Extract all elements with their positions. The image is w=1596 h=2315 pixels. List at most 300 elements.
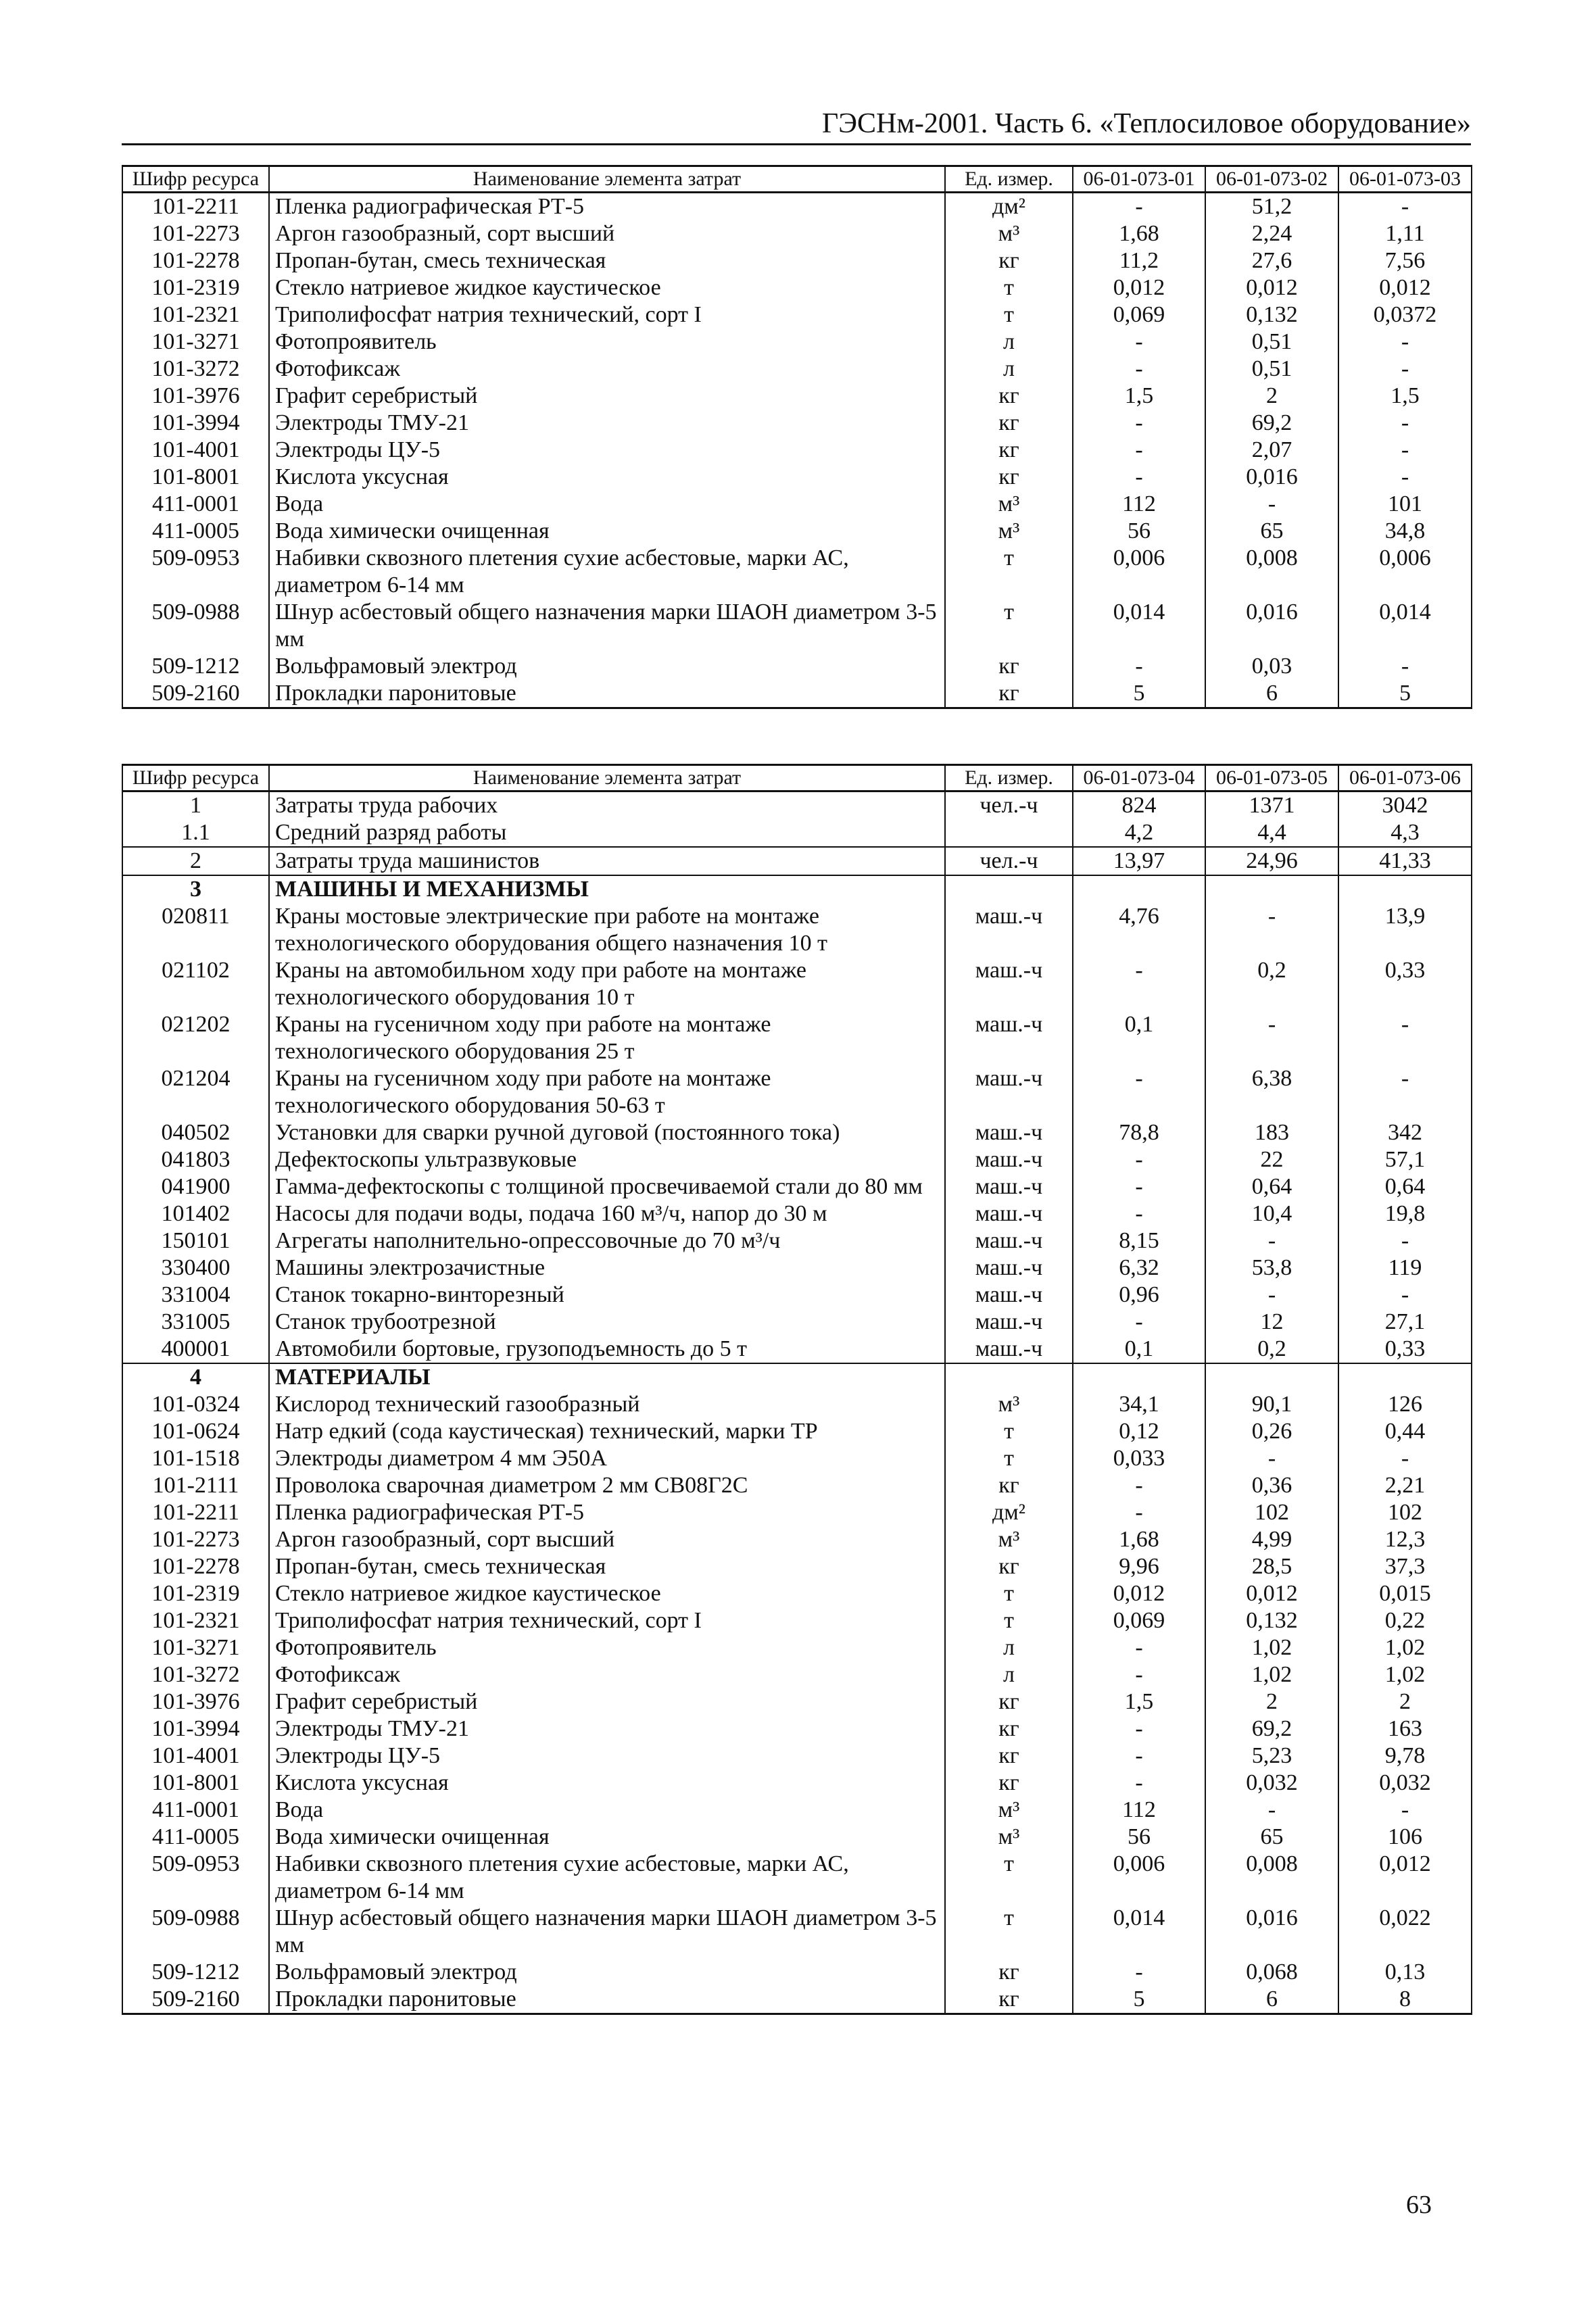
value-cell: 0,2 <box>1205 957 1338 1011</box>
unit-cell: маш.-ч <box>945 1309 1073 1336</box>
table-row <box>122 1309 1472 1336</box>
resource-name-cell: Фотофиксаж <box>269 1661 945 1688</box>
value-cell: 1,02 <box>1205 1661 1338 1688</box>
unit-cell: дм² <box>945 1499 1073 1526</box>
unit-cell: т <box>945 1607 1073 1634</box>
value-cell: 106 <box>1338 1824 1472 1851</box>
resource-code-cell: 509-1212 <box>122 1959 269 1986</box>
unit-cell: маш.-ч <box>945 1200 1073 1227</box>
table-row <box>122 356 1472 383</box>
table-row <box>122 1986 1472 2014</box>
value-cell: 0,032 <box>1205 1770 1338 1797</box>
value-cell: 2,07 <box>1205 437 1338 464</box>
value-cell: - <box>1205 1797 1338 1824</box>
table-row <box>122 903 1472 957</box>
column-header-norm: 06-01-073-05 <box>1205 765 1338 791</box>
unit-cell: т <box>945 599 1073 653</box>
resource-code-cell: 101-4001 <box>122 437 269 464</box>
resource-name-cell: Проволока сварочная диаметром 2 мм СВ08Г2С <box>269 1472 945 1499</box>
value-cell: 5 <box>1073 1986 1205 2014</box>
table-row <box>122 957 1472 1011</box>
column-header-norm: 06-01-073-02 <box>1205 166 1338 193</box>
table-row <box>122 1254 1472 1282</box>
value-cell <box>1073 1363 1205 1391</box>
value-cell: 53,8 <box>1205 1254 1338 1282</box>
table-row <box>122 1336 1472 1363</box>
resource-code-cell: 101-2319 <box>122 1580 269 1607</box>
value-cell: 112 <box>1073 491 1205 518</box>
value-cell: 1,11 <box>1338 220 1472 247</box>
value-cell: 1,5 <box>1338 383 1472 410</box>
unit-cell: т <box>945 1851 1073 1905</box>
unit-cell: м³ <box>945 220 1073 247</box>
value-cell: 1371 <box>1205 791 1338 820</box>
resource-name-cell: Набивки сквозного плетения сухие асбестовые, марки АС, диаметром 6-14 мм <box>269 1851 945 1905</box>
unit-cell: м³ <box>945 1797 1073 1824</box>
resource-code-cell: 509-0953 <box>122 545 269 599</box>
value-cell: 0,64 <box>1338 1173 1472 1200</box>
value-cell: 342 <box>1338 1119 1472 1146</box>
value-cell: 2 <box>1205 383 1338 410</box>
table-body <box>122 791 1472 2014</box>
value-cell: 0,016 <box>1205 599 1338 653</box>
resource-name-cell: Электроды ЦУ-5 <box>269 437 945 464</box>
value-cell: 28,5 <box>1205 1553 1338 1580</box>
resource-code-cell: 101-3994 <box>122 410 269 437</box>
table-row <box>122 301 1472 328</box>
resource-name-cell: Электроды ЦУ-5 <box>269 1743 945 1770</box>
table-row <box>122 653 1472 680</box>
resource-name-cell: Затраты труда рабочих <box>269 791 945 820</box>
resource-code-cell: 4 <box>122 1363 269 1391</box>
column-header-norm: 06-01-073-06 <box>1338 765 1472 791</box>
value-cell: - <box>1073 1173 1205 1200</box>
value-cell: 9,96 <box>1073 1553 1205 1580</box>
table-body <box>122 193 1472 708</box>
value-cell: - <box>1073 1499 1205 1526</box>
value-cell: 0,44 <box>1338 1418 1472 1445</box>
resource-name-cell: Электроды ТМУ-21 <box>269 410 945 437</box>
value-cell: 1,5 <box>1073 1688 1205 1715</box>
value-cell: 0,033 <box>1073 1445 1205 1472</box>
value-cell: 37,3 <box>1338 1553 1472 1580</box>
value-cell: 0,069 <box>1073 301 1205 328</box>
value-cell: 102 <box>1338 1499 1472 1526</box>
value-cell: - <box>1073 1634 1205 1661</box>
resource-name-cell: Электроды диаметром 4 мм Э50А <box>269 1445 945 1472</box>
value-cell: - <box>1205 1011 1338 1065</box>
value-cell: - <box>1073 1959 1205 1986</box>
resource-name-cell: Прокладки паронитовые <box>269 1986 945 2014</box>
resource-code-cell: 101-2278 <box>122 1553 269 1580</box>
resource-code-cell: 509-2160 <box>122 1986 269 2014</box>
value-cell: 12,3 <box>1338 1526 1472 1553</box>
value-cell: - <box>1338 1227 1472 1254</box>
table-row <box>122 599 1472 653</box>
table-row <box>122 1391 1472 1418</box>
unit-cell: кг <box>945 437 1073 464</box>
resource-table-2 <box>122 764 1472 2015</box>
value-cell: 0,132 <box>1205 1607 1338 1634</box>
resource-name-cell: Кислота уксусная <box>269 1770 945 1797</box>
unit-cell: л <box>945 328 1073 356</box>
resource-code-cell: 331004 <box>122 1282 269 1309</box>
value-cell: 1,5 <box>1073 383 1205 410</box>
value-cell: - <box>1073 1065 1205 1119</box>
value-cell: 22 <box>1205 1146 1338 1173</box>
value-cell: 0,012 <box>1338 274 1472 301</box>
table-row <box>122 680 1472 708</box>
value-cell: - <box>1073 437 1205 464</box>
value-cell: 57,1 <box>1338 1146 1472 1173</box>
unit-cell: кг <box>945 383 1073 410</box>
resource-name-cell: Вода <box>269 491 945 518</box>
value-cell: - <box>1073 1146 1205 1173</box>
unit-cell: чел.-ч <box>945 847 1073 875</box>
resource-code-cell: 509-2160 <box>122 680 269 708</box>
value-cell: 1,02 <box>1338 1661 1472 1688</box>
value-cell: - <box>1338 1065 1472 1119</box>
value-cell: 2,24 <box>1205 220 1338 247</box>
value-cell: 0,13 <box>1338 1959 1472 1986</box>
unit-cell: т <box>945 1445 1073 1472</box>
resource-name-cell: Автомобили бортовые, грузоподъемность до 5 т <box>269 1336 945 1363</box>
value-cell: 4,3 <box>1338 819 1472 847</box>
unit-cell: м³ <box>945 1824 1073 1851</box>
unit-cell: м³ <box>945 1391 1073 1418</box>
resource-code-cell: 101-2319 <box>122 274 269 301</box>
table-row <box>122 1445 1472 1472</box>
resource-code-cell: 101-2321 <box>122 1607 269 1634</box>
table-row <box>122 1065 1472 1119</box>
resource-name-cell: Машины электрозачистные <box>269 1254 945 1282</box>
unit-cell: маш.-ч <box>945 1065 1073 1119</box>
resource-code-cell: 411-0001 <box>122 1797 269 1824</box>
value-cell: 0,96 <box>1073 1282 1205 1309</box>
table-row <box>122 220 1472 247</box>
value-cell: 10,4 <box>1205 1200 1338 1227</box>
value-cell: 90,1 <box>1205 1391 1338 1418</box>
table-row <box>122 875 1472 903</box>
resource-code-cell: 101-3976 <box>122 1688 269 1715</box>
resource-code-cell: 021102 <box>122 957 269 1011</box>
unit-cell: кг <box>945 464 1073 491</box>
value-cell: - <box>1338 464 1472 491</box>
value-cell: 0,36 <box>1205 1472 1338 1499</box>
value-cell: 2 <box>1205 1688 1338 1715</box>
resource-name-cell: Прокладки паронитовые <box>269 680 945 708</box>
value-cell: - <box>1338 1797 1472 1824</box>
table-row <box>122 1418 1472 1445</box>
resource-code-cell: 101-2278 <box>122 247 269 274</box>
resource-name-cell: Вольфрамовый электрод <box>269 653 945 680</box>
resource-name-cell: Вода химически очищенная <box>269 1824 945 1851</box>
value-cell: - <box>1338 653 1472 680</box>
value-cell: 27,6 <box>1205 247 1338 274</box>
value-cell: - <box>1073 653 1205 680</box>
value-cell: 3042 <box>1338 791 1472 820</box>
value-cell: 0,12 <box>1073 1418 1205 1445</box>
value-cell: 0,51 <box>1205 328 1338 356</box>
unit-cell: л <box>945 1661 1073 1688</box>
resource-code-cell: 101-3271 <box>122 328 269 356</box>
table-row <box>122 819 1472 847</box>
resource-code-cell: 400001 <box>122 1336 269 1363</box>
table-row <box>122 383 1472 410</box>
table-row <box>122 1282 1472 1309</box>
resource-name-cell: Пропан-бутан, смесь техническая <box>269 247 945 274</box>
resource-code-cell: 101-2211 <box>122 193 269 221</box>
value-cell: 1,02 <box>1205 1634 1338 1661</box>
value-cell: 0,33 <box>1338 1336 1472 1363</box>
value-cell: 0,006 <box>1073 545 1205 599</box>
value-cell: 27,1 <box>1338 1309 1472 1336</box>
value-cell: 24,96 <box>1205 847 1338 875</box>
value-cell: 6 <box>1205 680 1338 708</box>
table-row <box>122 274 1472 301</box>
value-cell: 0,006 <box>1338 545 1472 599</box>
resource-name-cell: Станок трубоотрезной <box>269 1309 945 1336</box>
resource-code-cell: 330400 <box>122 1254 269 1282</box>
unit-cell: маш.-ч <box>945 1011 1073 1065</box>
resource-name-cell: Краны на гусеничном ходу при работе на монтаже технологического оборудования 25 т <box>269 1011 945 1065</box>
table-row <box>122 328 1472 356</box>
table-row <box>122 491 1472 518</box>
resource-name-cell: Агрегаты наполнительно-опрессовочные до 70 м³/ч <box>269 1227 945 1254</box>
table-row <box>122 847 1472 875</box>
value-cell: 0,51 <box>1205 356 1338 383</box>
resource-code-cell: 101-2273 <box>122 1526 269 1553</box>
value-cell: 0,012 <box>1073 274 1205 301</box>
resource-name-cell: Фотопроявитель <box>269 328 945 356</box>
unit-cell: дм² <box>945 193 1073 221</box>
value-cell: 5 <box>1338 680 1472 708</box>
resource-name-cell: Пропан-бутан, смесь техническая <box>269 1553 945 1580</box>
value-cell: 0,33 <box>1338 957 1472 1011</box>
resource-code-cell: 101-2111 <box>122 1472 269 1499</box>
table-row <box>122 1634 1472 1661</box>
column-header-unit: Ед. измер. <box>945 166 1073 193</box>
resource-code-cell: 3 <box>122 875 269 903</box>
resource-name-cell: Триполифосфат натрия технический, сорт I <box>269 301 945 328</box>
value-cell: 4,76 <box>1073 903 1205 957</box>
unit-cell: л <box>945 356 1073 383</box>
unit-cell: маш.-ч <box>945 1173 1073 1200</box>
resource-code-cell: 101-4001 <box>122 1743 269 1770</box>
page-header-title: ГЭСНм-2001. Часть 6. «Теплосиловое оборудование» <box>821 108 1471 139</box>
value-cell: - <box>1073 1309 1205 1336</box>
value-cell: 0,006 <box>1073 1851 1205 1905</box>
table-row <box>122 1959 1472 1986</box>
resource-code-cell: 101-3272 <box>122 1661 269 1688</box>
value-cell: - <box>1205 491 1338 518</box>
value-cell: 0,016 <box>1205 1905 1338 1959</box>
value-cell: 0,012 <box>1205 274 1338 301</box>
unit-cell: чел.-ч <box>945 791 1073 820</box>
resource-code-cell: 150101 <box>122 1227 269 1254</box>
value-cell: 0,2 <box>1205 1336 1338 1363</box>
value-cell: 0,068 <box>1205 1959 1338 1986</box>
table-header-row <box>122 166 1472 193</box>
resource-name-cell: Кислород технический газообразный <box>269 1391 945 1418</box>
resource-code-cell: 2 <box>122 847 269 875</box>
value-cell: - <box>1338 410 1472 437</box>
unit-cell: кг <box>945 680 1073 708</box>
table-row <box>122 1499 1472 1526</box>
column-header-norm: 06-01-073-01 <box>1073 166 1205 193</box>
value-cell: - <box>1205 1227 1338 1254</box>
unit-cell: маш.-ч <box>945 1119 1073 1146</box>
value-cell <box>1073 875 1205 903</box>
value-cell: 13,9 <box>1338 903 1472 957</box>
value-cell: 0,0372 <box>1338 301 1472 328</box>
resource-name-cell: Краны на автомобильном ходу при работе на монтаже технологического оборудования 10 т <box>269 957 945 1011</box>
value-cell: 5,23 <box>1205 1743 1338 1770</box>
table-row <box>122 1227 1472 1254</box>
value-cell: - <box>1338 328 1472 356</box>
resource-name-cell: Стекло натриевое жидкое каустическое <box>269 1580 945 1607</box>
value-cell: - <box>1338 437 1472 464</box>
value-cell: 183 <box>1205 1119 1338 1146</box>
unit-cell: кг <box>945 1959 1073 1986</box>
resource-code-cell: 040502 <box>122 1119 269 1146</box>
resource-name-cell: Пленка радиографическая РТ-5 <box>269 193 945 221</box>
value-cell: - <box>1205 1445 1338 1472</box>
value-cell <box>1338 1363 1472 1391</box>
unit-cell: кг <box>945 653 1073 680</box>
value-cell: 78,8 <box>1073 1119 1205 1146</box>
value-cell: - <box>1073 410 1205 437</box>
resource-code-cell: 411-0005 <box>122 518 269 545</box>
value-cell: 9,78 <box>1338 1743 1472 1770</box>
resource-name-cell: Средний разряд работы <box>269 819 945 847</box>
value-cell: - <box>1073 1715 1205 1743</box>
resource-code-cell: 331005 <box>122 1309 269 1336</box>
header-rule <box>122 143 1471 145</box>
value-cell: 119 <box>1338 1254 1472 1282</box>
resource-code-cell: 101-0624 <box>122 1418 269 1445</box>
table-row <box>122 1851 1472 1905</box>
table-header-row <box>122 765 1472 791</box>
value-cell <box>1205 1363 1338 1391</box>
table-row <box>122 1472 1472 1499</box>
resource-name-cell: Набивки сквозного плетения сухие асбестовые, марки АС, диаметром 6-14 мм <box>269 545 945 599</box>
unit-cell: маш.-ч <box>945 957 1073 1011</box>
unit-cell: т <box>945 545 1073 599</box>
value-cell: - <box>1338 193 1472 221</box>
page-number: 63 <box>1406 2191 1432 2219</box>
value-cell: 0,014 <box>1073 1905 1205 1959</box>
resource-name-cell: Аргон газообразный, сорт высший <box>269 220 945 247</box>
unit-cell: м³ <box>945 491 1073 518</box>
value-cell: 0,032 <box>1338 1770 1472 1797</box>
resource-name-cell: Краны мостовые электрические при работе на монтаже технологического оборудования общего назначения 10 т <box>269 903 945 957</box>
resource-code-cell: 411-0001 <box>122 491 269 518</box>
value-cell: 41,33 <box>1338 847 1472 875</box>
value-cell: 0,1 <box>1073 1336 1205 1363</box>
value-cell: 69,2 <box>1205 410 1338 437</box>
table-row <box>122 1824 1472 1851</box>
resource-code-cell: 101-0324 <box>122 1391 269 1418</box>
unit-cell: т <box>945 1905 1073 1959</box>
resource-name-cell: Краны на гусеничном ходу при работе на монтаже технологического оборудования 50-63 т <box>269 1065 945 1119</box>
resource-code-cell: 101-8001 <box>122 1770 269 1797</box>
value-cell: 13,97 <box>1073 847 1205 875</box>
unit-cell <box>945 875 1073 903</box>
unit-cell: кг <box>945 1770 1073 1797</box>
table-row <box>122 1905 1472 1959</box>
resource-code-cell: 101-3994 <box>122 1715 269 1743</box>
unit-cell: кг <box>945 410 1073 437</box>
table-row <box>122 545 1472 599</box>
resource-name-cell: МАШИНЫ И МЕХАНИЗМЫ <box>269 875 945 903</box>
unit-cell: кг <box>945 1472 1073 1499</box>
resource-name-cell: Шнур асбестовый общего назначения марки ШАОН диаметром 3-5 мм <box>269 599 945 653</box>
table-row <box>122 1173 1472 1200</box>
value-cell: 163 <box>1338 1715 1472 1743</box>
value-cell: 101 <box>1338 491 1472 518</box>
value-cell: - <box>1338 1011 1472 1065</box>
resource-code-cell: 509-0988 <box>122 1905 269 1959</box>
table-row <box>122 1363 1472 1391</box>
value-cell: 4,4 <box>1205 819 1338 847</box>
resource-name-cell: Затраты труда машинистов <box>269 847 945 875</box>
value-cell: - <box>1073 1200 1205 1227</box>
unit-cell: м³ <box>945 518 1073 545</box>
value-cell: 1,68 <box>1073 1526 1205 1553</box>
resource-code-cell: 101-8001 <box>122 464 269 491</box>
table-row <box>122 1770 1472 1797</box>
resource-code-cell: 509-0953 <box>122 1851 269 1905</box>
unit-cell <box>945 1363 1073 1391</box>
unit-cell: маш.-ч <box>945 1227 1073 1254</box>
value-cell: 0,22 <box>1338 1607 1472 1634</box>
value-cell: 7,56 <box>1338 247 1472 274</box>
column-header-name: Наименование элемента затрат <box>269 166 945 193</box>
resource-name-cell: Фотофиксаж <box>269 356 945 383</box>
unit-cell: т <box>945 301 1073 328</box>
value-cell: - <box>1205 1282 1338 1309</box>
value-cell: - <box>1073 1661 1205 1688</box>
value-cell: 2,21 <box>1338 1472 1472 1499</box>
resource-name-cell: Вода <box>269 1797 945 1824</box>
resource-code-cell: 1 <box>122 791 269 820</box>
value-cell: 0,012 <box>1338 1851 1472 1905</box>
value-cell: 0,64 <box>1205 1173 1338 1200</box>
value-cell: 0,012 <box>1205 1580 1338 1607</box>
resource-code-cell: 020811 <box>122 903 269 957</box>
value-cell: - <box>1338 1445 1472 1472</box>
value-cell: 51,2 <box>1205 193 1338 221</box>
resource-name-cell: Кислота уксусная <box>269 464 945 491</box>
table-row <box>122 464 1472 491</box>
unit-cell: кг <box>945 1715 1073 1743</box>
value-cell: 2 <box>1338 1688 1472 1715</box>
unit-cell: кг <box>945 1553 1073 1580</box>
table-row <box>122 1553 1472 1580</box>
value-cell: 0,012 <box>1073 1580 1205 1607</box>
unit-cell: т <box>945 1580 1073 1607</box>
value-cell: - <box>1073 193 1205 221</box>
value-cell: 65 <box>1205 518 1338 545</box>
unit-cell: кг <box>945 1688 1073 1715</box>
resource-code-cell: 021202 <box>122 1011 269 1065</box>
value-cell: 56 <box>1073 518 1205 545</box>
value-cell: 6,32 <box>1073 1254 1205 1282</box>
value-cell: - <box>1073 957 1205 1011</box>
column-header-unit: Ед. измер. <box>945 765 1073 791</box>
resource-name-cell: Вольфрамовый электрод <box>269 1959 945 1986</box>
